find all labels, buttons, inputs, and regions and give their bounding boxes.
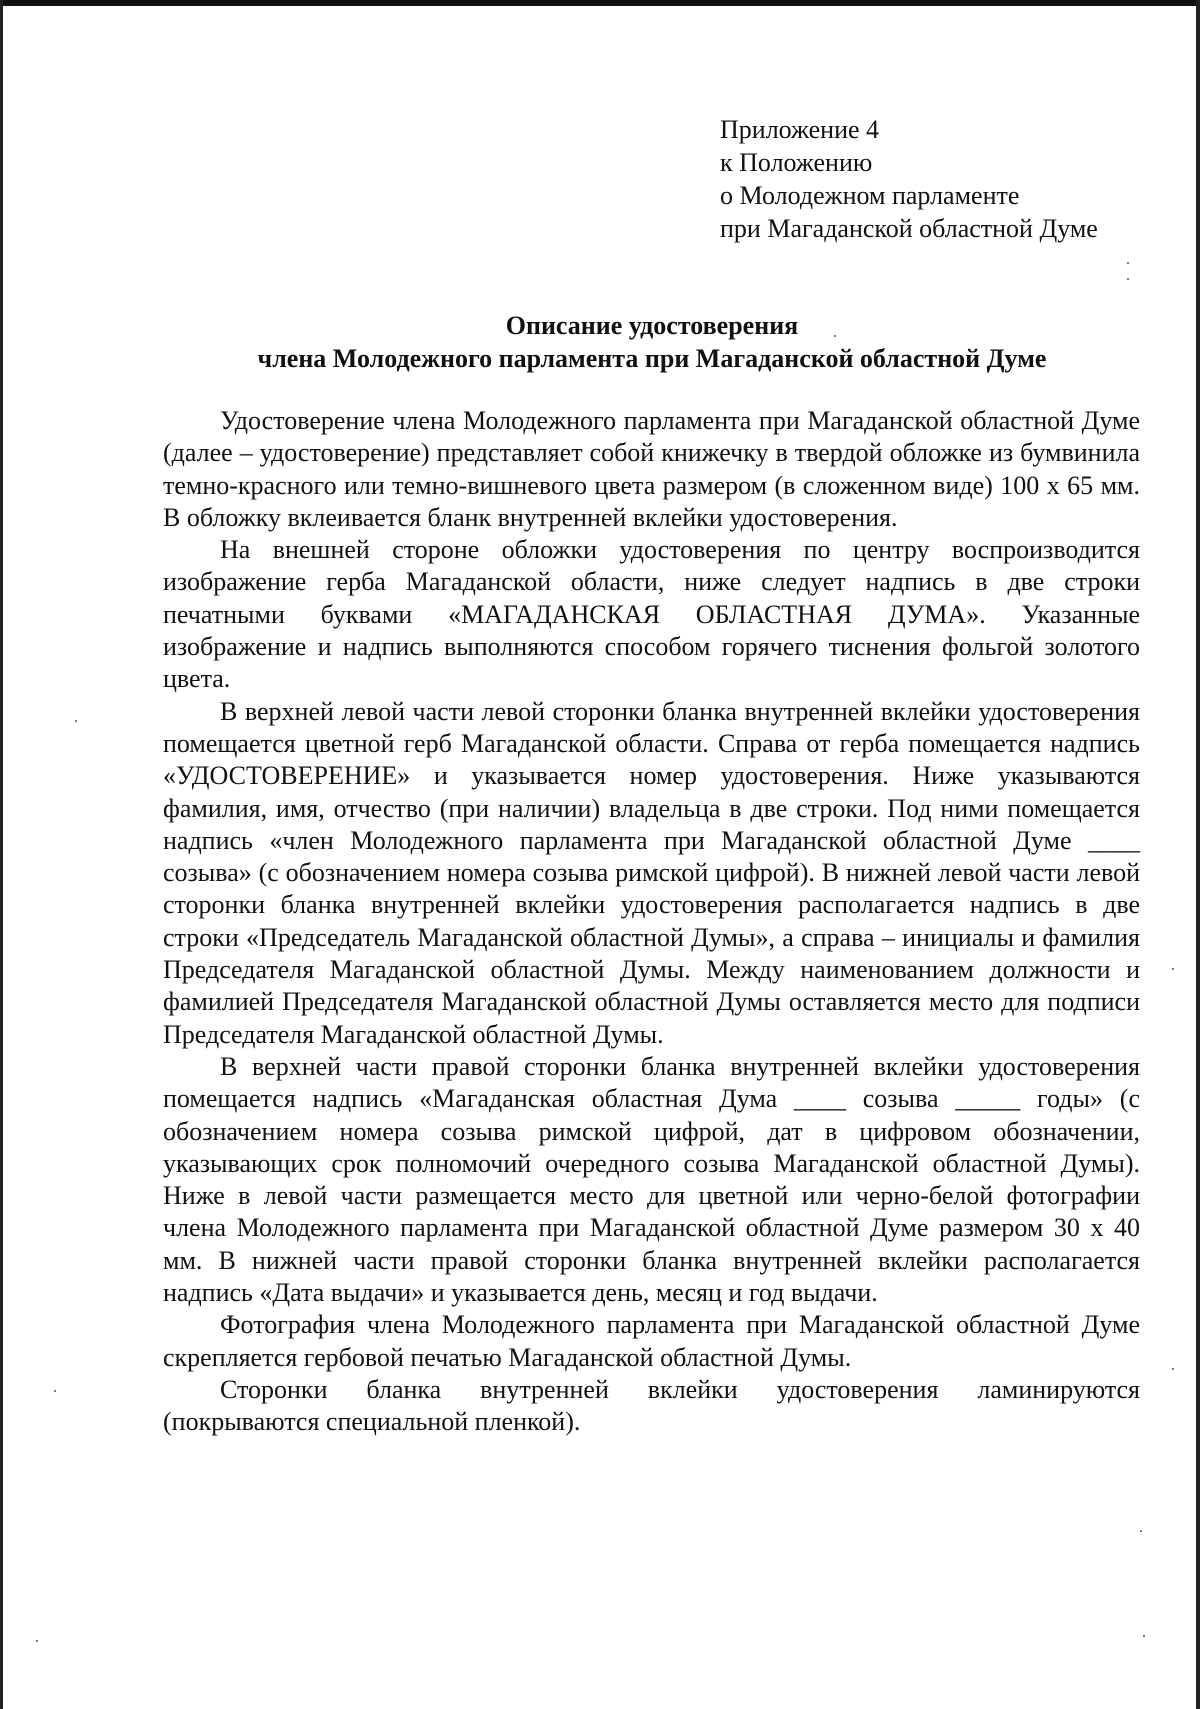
scan-speck — [834, 335, 836, 337]
document-title-line-2: члена Молодежного парламента при Магаданской областной Думе — [257, 344, 1047, 373]
scan-speck — [36, 1640, 38, 1642]
scan-speck — [1140, 1530, 1142, 1532]
scan-speck — [1172, 1368, 1174, 1370]
attachment-line-3: о Молодежном парламенте — [720, 181, 1020, 210]
paragraph-3: В верхней левой части левой сторонки бланка внутренней вклейки удостоверения помещается цветной герб Магаданской области. Справа от герба помещается надпись «УДОСТОВЕРЕНИЕ» и указывается номер удостоверения. Ниже указываются фамилия, имя, отчество (при наличии) владельца в две строки. Под ними помещается надпись «член Молодежного парламента при Магаданской областной Думе ____ созыва» (с обозначением номера созыва римской цифрой). В нижней левой части левой сторонки бланка внутренней вклейки удостоверения располагается надпись в две строки «Председатель Магаданской областной Думы», а справа – инициалы и фамилия Председателя Магаданской областной Думы. Между наименованием должности и фамилией Председателя Магаданской областной Думы оставляется место для подписи Председателя Магаданской областной Думы. — [163, 696, 1140, 1049]
scan-left-edge — [0, 0, 3, 1709]
scan-speck — [1127, 278, 1129, 280]
document-title — [163, 309, 1141, 375]
paragraph-4: В верхней части правой сторонки бланка внутренней вклейки удостоверения помещается надпись «Магаданская областная Дума ____ созыва _____ годы» (с обозначением номера созыва римской цифрой, дат в цифровом обозначении, указывающих срок полномочий очередного созыва Магаданской областной Думы). Ниже в левой части размещается место для цветной или черно-белой фотографии члена Молодежного парламента при Магаданской областной Думе размером 30 х 40 мм. В нижней части правой сторонки бланка внутренней вклейки располагается надпись «Дата выдачи» и указывается день, месяц и год выдачи. — [163, 1051, 1140, 1308]
attachment-line-2: к Положению — [720, 148, 873, 177]
scan-speck — [54, 1390, 56, 1392]
attachment-line-4: при Магаданской областной Думе — [720, 214, 1098, 243]
paragraph-2: На внешней стороне обложки удостоверения по центру воспроизводится изображение герба Магаданской области, ниже следует надпись в две строки печатными буквами «МАГАДАНСКАЯ ОБЛАСТНАЯ ДУМА». Указанные изображение и надпись выполняются способом горячего тиснения фольгой золотого цвета. — [163, 535, 1140, 694]
scan-speck — [75, 720, 77, 722]
attachment-note — [720, 113, 1180, 245]
attachment-line-1: Приложение 4 — [720, 115, 880, 144]
scan-speck — [1143, 1635, 1145, 1637]
document-body — [163, 405, 1140, 1439]
paragraph-5: Фотография члена Молодежного парламента при Магаданской областной Думе скрепляется гербовой печатью Магаданской областной Думы. — [163, 1310, 1140, 1372]
paragraph-1: Удостоверение члена Молодежного парламента при Магаданской областной Думе (далее – удостоверение) представляет собой книжечку в твердой обложке из бумвинила темно-красного или темно-вишневого цвета размером (в сложенном виде) 100 х 65 мм. В обложку вклеивается бланк внутренней вклейки удостоверения. — [163, 406, 1140, 532]
scan-right-edge — [1196, 0, 1200, 1709]
scan-top-edge — [0, 0, 1200, 6]
document-title-line-1: Описание удостоверения — [505, 311, 799, 340]
scan-speck — [1127, 262, 1129, 264]
scan-speck — [1172, 968, 1174, 970]
paragraph-6: Сторонки бланка внутренней вклейки удостоверения ламинируются (покрываются специальной пленкой). — [163, 1374, 1140, 1437]
